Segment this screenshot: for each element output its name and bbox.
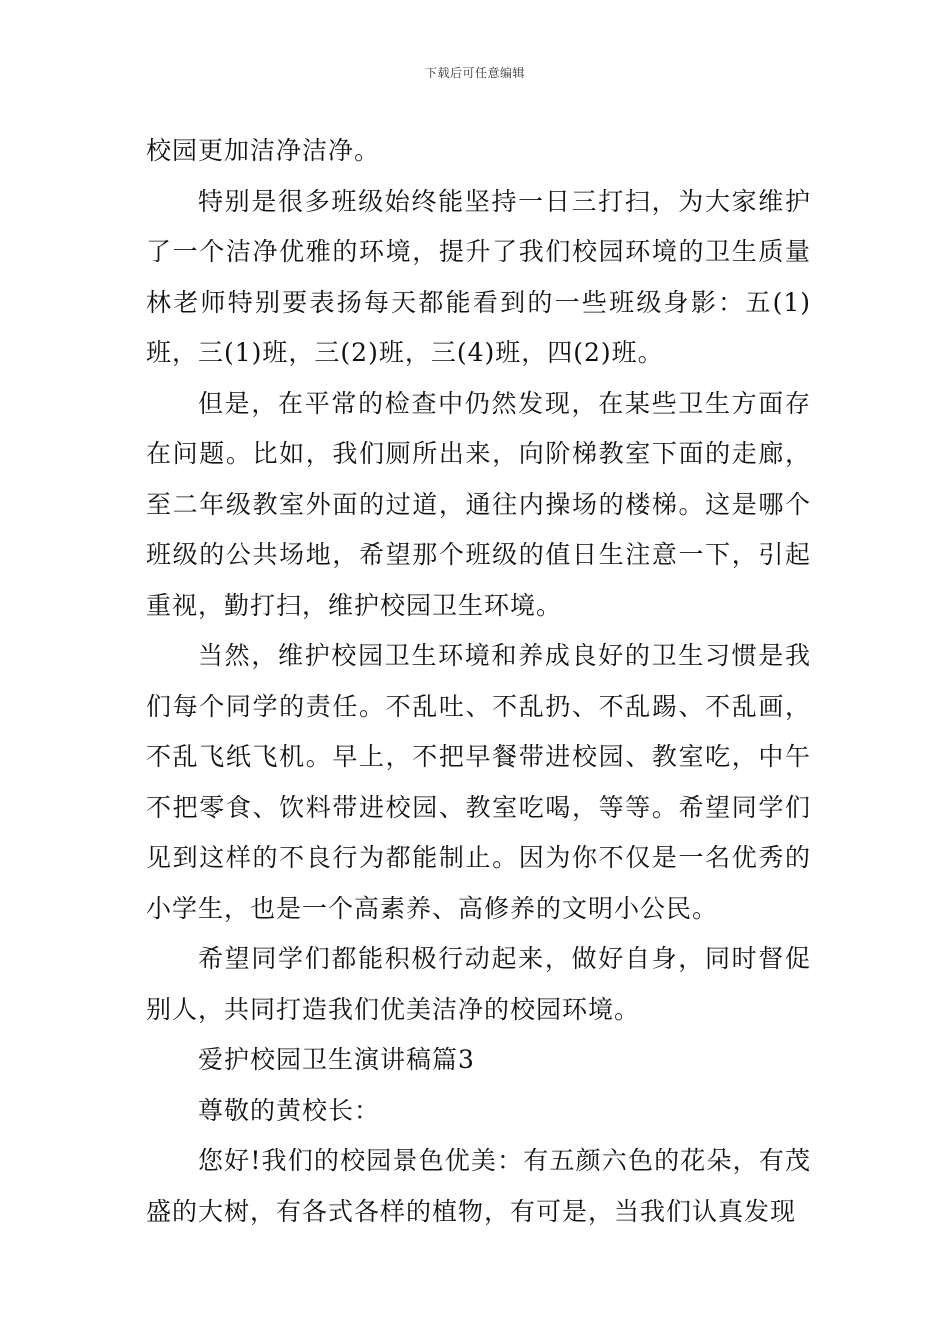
page-header: 下载后可任意编辑 bbox=[424, 66, 525, 80]
paragraph: 校园更加洁净洁净。 bbox=[146, 136, 381, 165]
paragraph: 希望同学们都能积极行动起来，做好自身，同时督促别人，共同打造我们优美洁净的校园环境。 bbox=[146, 944, 811, 1024]
paragraph: 但是，在平常的检查中仍然发现，在某些卫生方面存在问题。比如，我们厕所出来，向阶梯教室下面的走廊，至二年级教室外面的过道，通往内操场的楼梯。这是哪个班级的公共场地，希望那个班级的值日生注意一下，引起重视，勤打扫，维护校园卫生环境。 bbox=[146, 388, 811, 620]
section-heading: 爱护校园卫生演讲稿篇3 bbox=[198, 1045, 475, 1074]
paragraph: 特别是很多班级始终能坚持一日三打扫，为大家维护了一个洁净优雅的环境，提升了我们校园环境的卫生质量林老师特别要表扬每天都能看到的一些班级身影：五(1)班，三(1)班，三(2)班，三(4)班，四(2)班。 bbox=[146, 186, 811, 367]
paragraph: 当然，维护校园卫生环境和养成良好的卫生习惯是我们每个同学的责任。不乱吐、不乱扔、不乱踢、不乱画，不乱飞纸飞机。早上，不把早餐带进校园、教室吃，中午不把零食、饮料带进校园、教室吃喝，等等。希望同学们见到这样的不良行为都能制止。因为你不仅是一名优秀的小学生，也是一个高素养、高修养的文明小公民。 bbox=[146, 641, 811, 923]
salutation: 尊敬的黄校长： bbox=[198, 1095, 381, 1125]
paragraph: 您好!我们的校园景色优美：有五颜六色的花朵，有茂盛的大树，有各式各样的植物，有可是，当我们认真发现 bbox=[146, 1146, 811, 1226]
document-body bbox=[146, 126, 811, 1237]
